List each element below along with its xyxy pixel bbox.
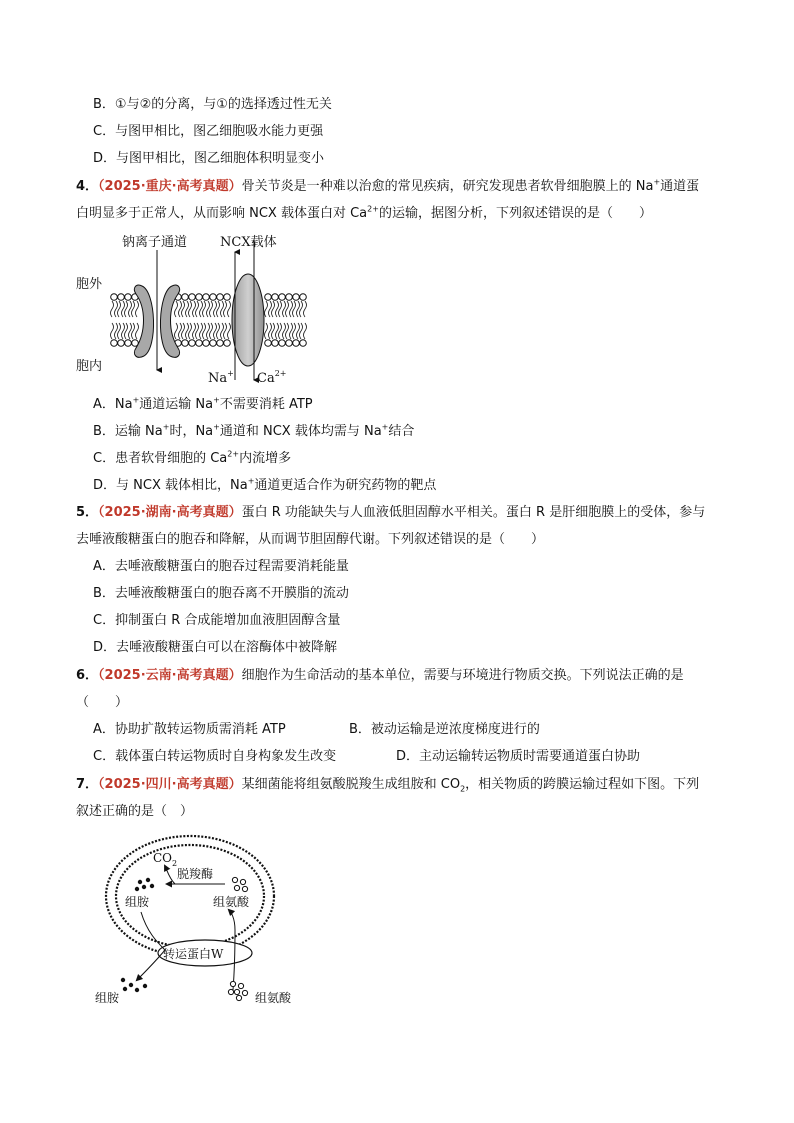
label-histamine-inside: 组胺 bbox=[125, 895, 150, 909]
label-histamine-outside: 组胺 bbox=[95, 991, 120, 1005]
q4-option-c: C．患者软骨细胞的 $Ca^{2+}$内流增多 bbox=[93, 449, 292, 466]
q6-number: 6． bbox=[76, 668, 99, 683]
q5-source: （2025·湖南·高考真题） bbox=[98, 505, 242, 520]
histamine-molecules-outside bbox=[121, 978, 147, 992]
q7-source: （2025·四川·高考真题） bbox=[98, 777, 242, 792]
q7-stem-line1: 7．（2025·四川·高考真题）某细菌能将组氨酸脱羧生成组胺和 $CO_2$，相关物质的跨膜运输过程如下图。下列 bbox=[76, 777, 700, 794]
q4-option-a: A．Na+通道运输 Na+不需要消耗 ATP bbox=[93, 395, 313, 412]
label-na-ion: Na+ bbox=[208, 369, 234, 386]
q4-option-b: B．运输 Na+时，Na+通道和 NCX 载体均需与 Na+结合 bbox=[93, 422, 415, 439]
q7-stem-line2: 叙述正确的是（ ） bbox=[76, 804, 194, 819]
q6-option-a: A．协助扩散转运物质需消耗 ATP bbox=[93, 722, 286, 737]
histidine-molecules-outside bbox=[228, 981, 247, 1000]
label-intracellular: 胞内 bbox=[76, 359, 103, 374]
label-transporter-w: 转运蛋白W bbox=[163, 947, 224, 961]
histidine-molecules-inside bbox=[232, 877, 247, 891]
label-ca-ion: $Ca^{2+}$ bbox=[257, 369, 287, 386]
q5-number: 5． bbox=[76, 505, 99, 520]
q4-stem-line2: 白明显多于正常人，从而影响 NCX 载体蛋白对 $Ca^{2+}$的运输，据图分析，下列叙述错误的是（ ） bbox=[76, 204, 652, 221]
q3-option-d: D．与图甲相比，图乙细胞体积明显变小 bbox=[93, 151, 325, 166]
sodium-channel-right-subunit bbox=[160, 285, 179, 357]
q5-stem-line1: 5．（2025·湖南·高考真题）蛋白 R 功能缺失与人血液低胆固醇水平相关。蛋白 R 是肝细胞膜上的受体，参与 bbox=[76, 505, 706, 520]
q4-stem-line1: 4．（2025·重庆·高考真题）骨关节炎是一种难以治愈的常见疾病，研究发现患者软骨细胞膜上的 Na+通道蛋 bbox=[76, 177, 700, 194]
q6-option-b: B．被动运输是逆浓度梯度进行的 bbox=[349, 722, 540, 737]
phospholipid-tails bbox=[111, 301, 307, 339]
q4-option-d: D．与 NCX 载体相比，Na+通道更适合作为研究药物的靶点 bbox=[93, 476, 437, 493]
sodium-channel-left-subunit bbox=[134, 285, 153, 357]
label-ncx-carrier: NCX载体 bbox=[220, 235, 277, 250]
q5-option-a: A．去唾液酸糖蛋白的胞吞过程需要消耗能量 bbox=[93, 559, 349, 574]
q6-option-d: D．主动运输转运物质时需要通道蛋白协助 bbox=[396, 749, 641, 764]
q6-stem-line2: （ ） bbox=[76, 695, 129, 710]
q5-stem-line2: 去唾液酸糖蛋白的胞吞和降解，从而调节胆固醇代谢。下列叙述错误的是（ ） bbox=[76, 532, 545, 547]
co2-release-arrow bbox=[165, 866, 175, 884]
label-extracellular: 胞外 bbox=[76, 277, 103, 292]
q4-number: 4． bbox=[76, 179, 99, 194]
q5-option-b: B．去唾液酸糖蛋白的胞吞离不开膜脂的流动 bbox=[93, 586, 349, 601]
q7-number: 7． bbox=[76, 777, 99, 792]
histamine-molecules-inside bbox=[135, 878, 154, 891]
q4-source: （2025·重庆·高考真题） bbox=[98, 179, 242, 194]
q3-option-c: C．与图甲相比，图乙细胞吸水能力更强 bbox=[93, 124, 324, 139]
label-decarboxylase: 脱羧酶 bbox=[177, 867, 214, 881]
q5-option-c: C．抑制蛋白 R 合成能增加血液胆固醇含量 bbox=[93, 613, 341, 628]
q6-stem-line1: 6．（2025·云南·高考真题）细胞作为生命活动的基本单位，需要与环境进行物质交换。下列说法正确的是 bbox=[76, 668, 684, 683]
q6-source: （2025·云南·高考真题） bbox=[98, 668, 242, 683]
q5-option-d: D．去唾液酸糖蛋白可以在溶酶体中被降解 bbox=[93, 640, 338, 655]
ncx-carrier-protein bbox=[232, 274, 264, 366]
q4-membrane-figure bbox=[72, 230, 332, 390]
label-sodium-channel: 钠离子通道 bbox=[122, 235, 188, 250]
label-co2: $CO_2$ bbox=[153, 851, 178, 868]
label-histidine-inside: 组氨酸 bbox=[213, 895, 250, 909]
q3-option-b: B．①与②的分离，与①的选择透过性无关 bbox=[93, 97, 332, 112]
q7-bacterium-figure bbox=[85, 832, 290, 1010]
q6-option-c: C．载体蛋白转运物质时自身构象发生改变 bbox=[93, 749, 337, 764]
label-histidine-outside: 组氨酸 bbox=[255, 991, 292, 1005]
